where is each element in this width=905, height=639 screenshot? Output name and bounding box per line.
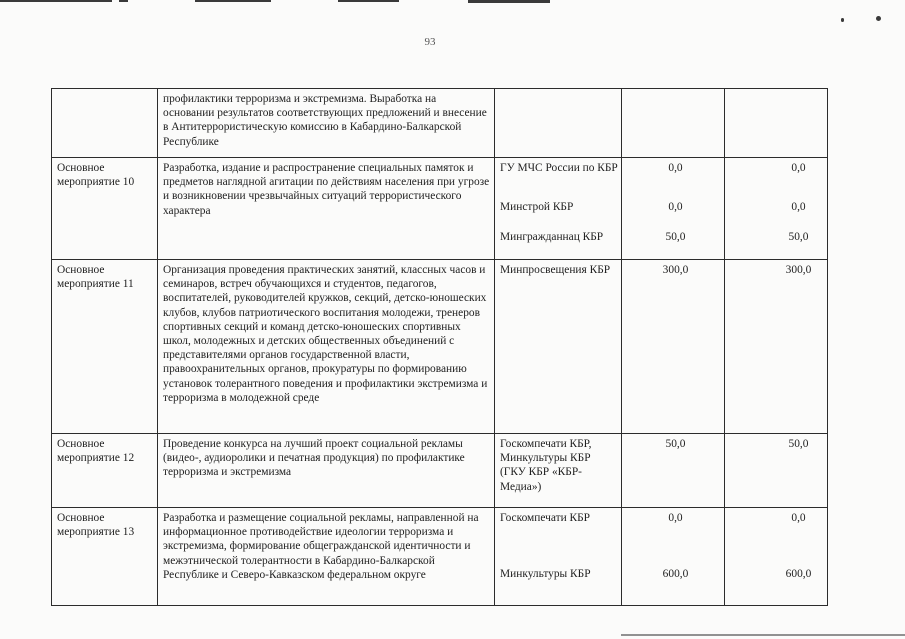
event-cell: Основное мероприятие 11 — [52, 260, 158, 434]
scan-artifact — [338, 0, 399, 2]
value-amount: 0,0 — [791, 512, 806, 524]
description-cell: профилактики терроризма и экстремизма. Выработка на основании результатов соответствующих предложений и внесение в Антитеррористическую комиссию в Кабардино-Балкарской Республике — [158, 89, 495, 158]
description-cell: Проведение конкурса на лучший проект социальной рекламы (видео-, аудиоролики и печатная продукция) по профилактике терроризма и экстремизма — [158, 434, 495, 508]
value-cell — [725, 508, 828, 606]
table-row — [52, 158, 828, 260]
executor-name: Минпросвещения КБР — [500, 264, 611, 276]
scan-artifact — [0, 0, 112, 2]
measures-table — [51, 88, 828, 606]
value-amount: 50,0 — [788, 438, 809, 450]
description-cell: Разработка и размещение социальной рекламы, направленной на информационное противодействие идеологии терроризма и экстремизма, формирование общегражданской идентичности и межэтнической толерантности в Кабардино-Балкарской Республике и Северо-Кавказском федеральном округе — [158, 508, 495, 606]
value-amount: 600,0 — [785, 568, 812, 580]
value-cell — [725, 89, 828, 158]
value-cell — [725, 434, 828, 508]
value-amount: 0,0 — [791, 162, 806, 174]
value-amount: 50,0 — [665, 231, 686, 243]
executor-cell — [495, 434, 622, 508]
value-amount: 0,0 — [668, 512, 683, 524]
description-cell: Организация проведения практических занятий, классных часов и семинаров, встреч обучающихся и студентов, педагогов, воспитателей, руководителей кружков, секций, детско-юношеских клубов, клубов патриотического воспитания молодежи, тренеров спортивных секций и команд детско-юношеских спортивных школ, молодежных и детских общественных объединений с представителями органов государственной власти, правоохранительных органов, прокуратуры по формированию установок толерантного поведения и профилактики экстремизма и терроризма в молодежной среде — [158, 260, 495, 434]
executor-name: Минстрой КБР — [500, 201, 574, 213]
table-row — [52, 434, 828, 508]
executor-cell — [495, 89, 622, 158]
event-cell — [52, 89, 158, 158]
value-cell — [725, 260, 828, 434]
value-cell — [622, 508, 725, 606]
executor-cell — [495, 508, 622, 606]
value-amount: 50,0 — [665, 438, 686, 450]
page-number: 93 — [424, 36, 436, 48]
table-row — [52, 508, 828, 606]
description-cell: Разработка, издание и распространение специальных памяток и предметов наглядной агитации по действиям населения при угрозе и возникновении чрезвычайных ситуаций террористического характера — [158, 158, 495, 260]
value-amount: 0,0 — [668, 201, 683, 213]
event-cell: Основное мероприятие 10 — [52, 158, 158, 260]
scan-artifact — [119, 0, 128, 2]
executor-cell — [495, 260, 622, 434]
table-row — [52, 260, 828, 434]
value-cell — [622, 434, 725, 508]
value-cell — [622, 89, 725, 158]
executor-name: Госкомпечати КБР — [500, 512, 591, 524]
value-amount: 0,0 — [791, 201, 806, 213]
event-cell: Основное мероприятие 12 — [52, 434, 158, 508]
value-amount: 300,0 — [662, 264, 689, 276]
event-cell: Основное мероприятие 13 — [52, 508, 158, 606]
scan-artifact — [468, 0, 550, 3]
scan-artifact — [841, 18, 844, 22]
value-amount: 50,0 — [788, 231, 809, 243]
executor-name: Госкомпечати КБР, Минкультуры КБР (ГКУ КБР «КБР-Медиа») — [500, 438, 592, 493]
executor-cell — [495, 158, 622, 260]
scan-artifact — [876, 16, 881, 21]
executor-name: Мингражданнац КБР — [500, 231, 604, 243]
value-cell — [725, 158, 828, 260]
executor-name: Минкультуры КБР — [500, 568, 591, 580]
value-amount: 0,0 — [668, 162, 683, 174]
value-amount: 300,0 — [785, 264, 812, 276]
value-cell — [622, 158, 725, 260]
executor-name: ГУ МЧС России по КБР — [500, 162, 618, 174]
scan-artifact — [621, 634, 905, 636]
scan-artifact — [195, 0, 271, 2]
table-row — [52, 89, 828, 158]
value-cell — [622, 260, 725, 434]
value-amount: 600,0 — [662, 568, 689, 580]
